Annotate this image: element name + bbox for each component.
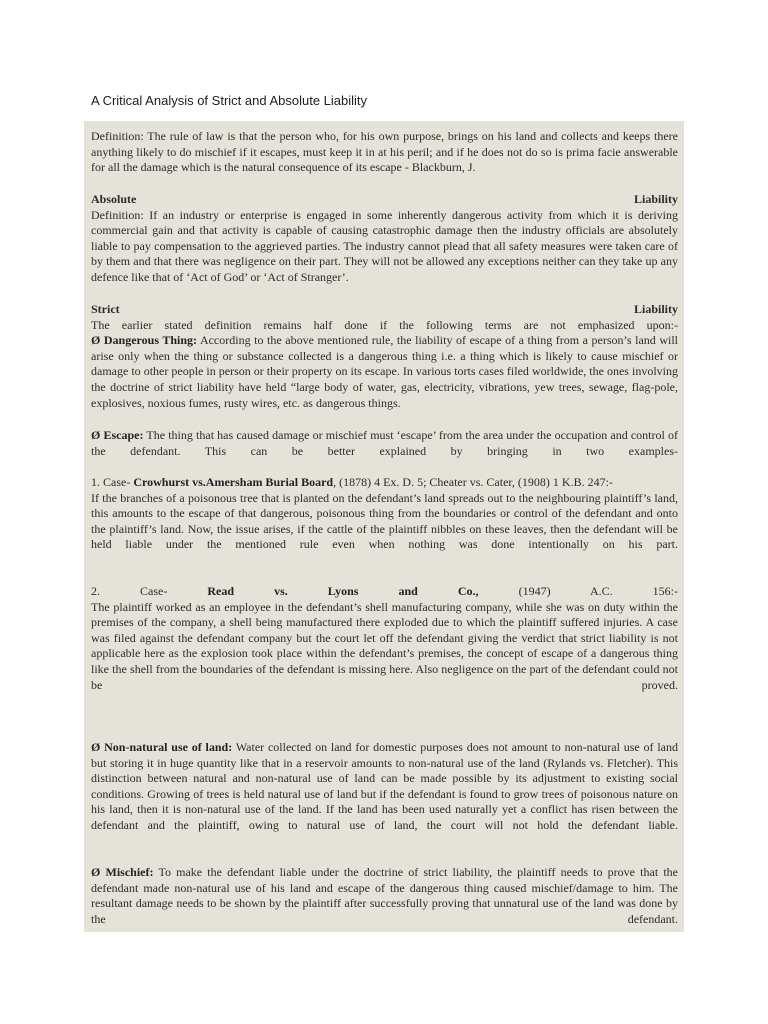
absolute-text: Definition: If an industry or enterprise is engaged in some inherently dangerous activity from which it is deriving commercial gain and that activity is capable of causing catastrophic damage then the industry officials are absolutely liable to pay compensation to the aggrieved parties. The industry cannot plead that all safety measures were taken care of by them and that there was negligence on their part. They will not be allowed any exceptions neither can they take up any defence like that of ‘Act of God’ or ‘Act of Stranger’. (91, 207, 678, 284)
absolute-heading (91, 192, 678, 208)
dangerous-thing-label: Ø Dangerous Thing: (91, 333, 198, 348)
absolute-heading-left: Absolute (91, 192, 137, 206)
escape-paragraph (91, 428, 678, 459)
dangerous-thing-text: According to the above mentioned rule, the liability of escape of a thing from a person’s land will arise only when the thing or substance collected is a dangerous thing i.e. a thing which is likely to cause mischief or damage to other people in person or their property on its escape. In various torts cases filed worldwide, the ones involving the doctrine of strict liability have held “large body of water, gas, electricity, vibrations, yew trees, sewage, flag-pole, explosives, noxious fumes, rusty wires, etc. as dangerous things. (91, 333, 679, 410)
strict-section (91, 302, 678, 411)
strict-intro-line: The earlier stated definition remains half done if the following terms are not emphasized upon:- (91, 317, 678, 332)
strict-heading-right: Liability (633, 302, 678, 316)
case1-section (91, 475, 678, 553)
case1-citation: , (1878) 4 Ex. D. 5; Cheater vs. Cater, (1908) 1 K.B. 247:- (333, 475, 613, 489)
dangerous-thing-paragraph (91, 333, 678, 411)
mischief-paragraph (91, 865, 678, 927)
nonnatural-text: Water collected on land for domestic purposes does not amount to non-natural use of land but storing it in huge quantity like that in a reservoir amounts to non-natural use of the land (Rylands vs. Fletcher). This distinction between natural and non-natural use of land can be made possible by its adjustment to existing social conditions. Growing of trees is held natural use of land but if the defendant is found to grow trees of poisonous nature on his land, then it is non-natural use of the land. If the land has been used naturally yet a conflict has risen between the defendant and the plaintiff, owing to natural use of land, the court will not hold the defendant liable. (91, 740, 678, 832)
strict-heading (91, 302, 678, 318)
case2-citation: (1947) A.C. 156:- (478, 584, 678, 598)
absolute-section (91, 192, 678, 286)
escape-label: Ø Escape: (91, 428, 144, 442)
escape-text: The thing that has caused damage or mischief must ‘escape’ from the area under the occupation and control of the defendant. This can be better explained by bringing in two examples- (91, 428, 678, 458)
case2-heading (91, 584, 678, 600)
absolute-heading-right: Liability (633, 192, 678, 206)
case2-section (91, 584, 678, 693)
nonnatural-label: Ø Non-natural use of land: (91, 740, 233, 754)
mischief-label: Ø Mischief: (91, 865, 154, 879)
document-title: A Critical Analysis of Strict and Absolute Liability (91, 93, 368, 108)
case2-text: The plaintiff worked as an employee in the defendant’s shell manufacturing company, while she was on duty within the premises of the company, a shell being manufactured there exploded due to which the plaintiff suffered injuries. A case was filed against the defendant company but the court let off the defendant giving the verdict that strict liability is not applicable here as the explosion took place within the defendant’s premises, the concept of escape of a dangerous thing like the shell from the boundaries of the defendant is missing here. Also negligence on the part of the defendant could not be proved. (91, 599, 678, 692)
case1-prefix: 1. Case- (91, 475, 134, 489)
case2-name: Read vs. Lyons and Co., (207, 584, 479, 598)
case1-name: Crowhurst vs.Amersham Burial Board (133, 475, 334, 489)
case1-heading (91, 475, 678, 491)
mischief-text: To make the defendant liable under the doctrine of strict liability, the plaintiff needs to prove that the defendant made non-natural use of his land and escape of the dangerous thing caused mischief/damage to him. The resultant damage needs to be shown by the plaintiff after successfully proving that unnatural use of the land was done by the defendant. (91, 865, 678, 926)
case1-text: If the branches of a poisonous tree that is planted on the defendant’s land spreads out to the neighbouring plaintiff’s land, this amounts to the escape of that dangerous, poisonous thing from the boundaries or control of the defendant and onto the plaintiff’s land. Now, the issue arises, if the cattle of the plaintiff nibbles on these leaves, then the defendant will be held liable under the mentioned rule even when nothing was done intentionally on his part. (91, 490, 678, 552)
nonnatural-paragraph (91, 740, 678, 834)
intro-paragraph: Definition: The rule of law is that the person who, for his own purpose, brings on his land and collects and keeps there anything likely to do mischief if it escapes, must keep it in at his peril; and if he does not do so is prima facie answerable for all the damage which is the natural consequence of its escape - Blackburn, J. (91, 129, 678, 175)
case2-prefix: 2. Case- (91, 584, 208, 598)
strict-heading-left: Strict (91, 302, 120, 316)
